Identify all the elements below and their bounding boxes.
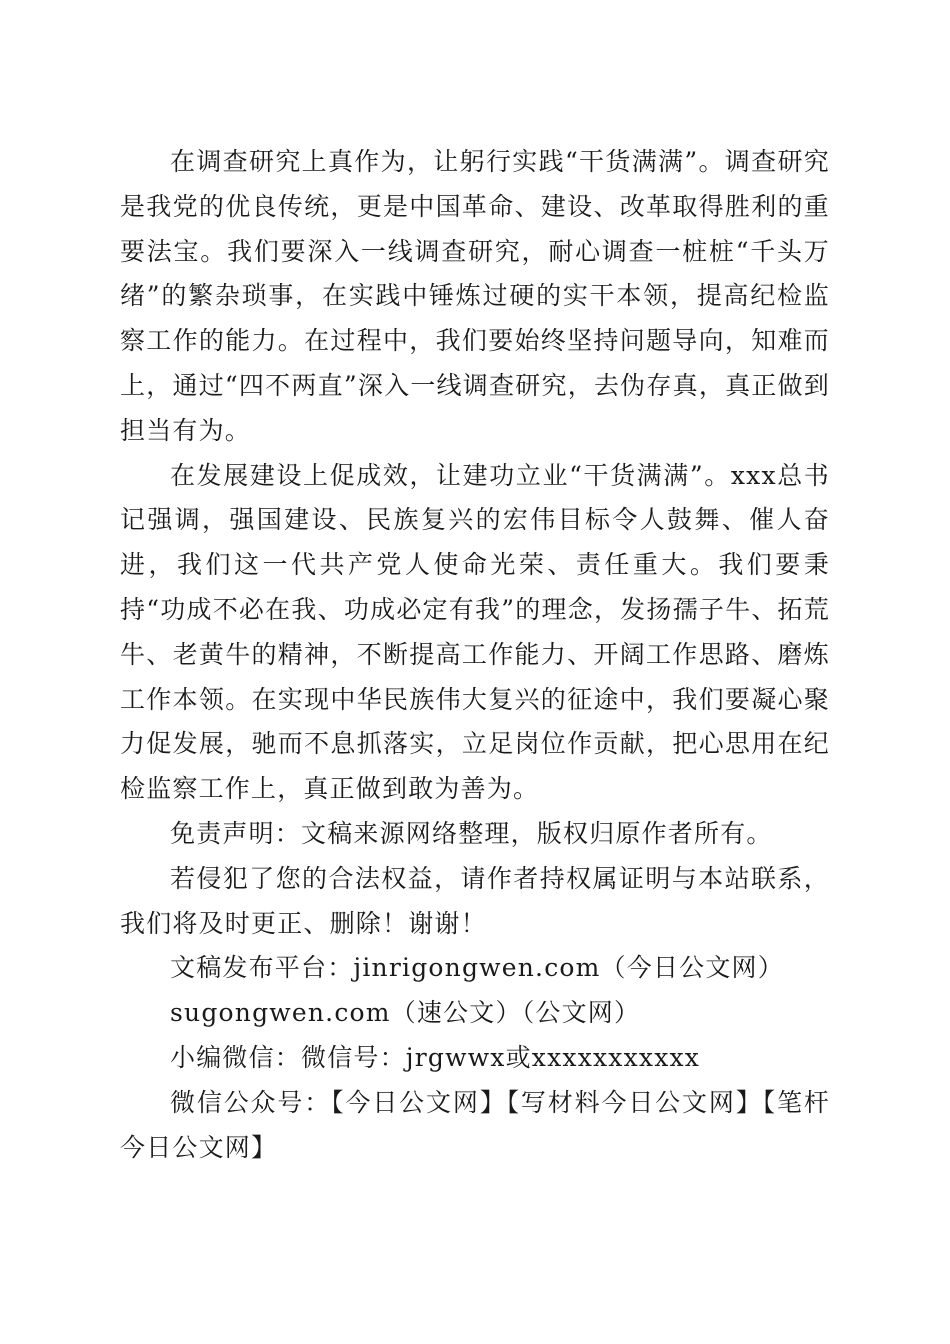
document-body (120, 140, 830, 1170)
paragraph-development: 在发展建设上促成效，让建功立业“干货满满”。xxx总书记强调，强国建设、民族复兴的宏伟目标令人鼓舞、催人奋进，我们这一代共产党人使命光荣、责任重大。我们要秉持“功成不必在我、功成必定有我”的理念，发扬孺子牛、拓荒牛、老黄牛的精神，不断提高工作能力、开阔工作思路、磨炼工作本领。在实现中华民族伟大复兴的征途中，我们要凝心聚力促发展，驰而不息抓落实，立足岗位作贡献，把心思用在纪检监察工作上，真正做到敢为善为。 (120, 460, 830, 804)
paragraph-research: 在调查研究上真作为，让躬行实践“干货满满”。调查研究是我党的优良传统，更是中国革命、建设、改革取得胜利的重要法宝。我们要深入一线调查研究，耐心调查一桩桩“千头万绪”的繁杂琐事，在实践中锤炼过硬的实干本领，提高纪检监察工作的能力。在过程中，我们要始终坚持问题导向，知难而上，通过“四不两直”深入一线调查研究，去伪存真，真正做到担当有为。 (120, 147, 830, 445)
secondary-site: sugongwen.com（速公文）（公文网） (170, 998, 641, 1028)
editor-wechat: 小编微信：微信号：jrgwwx或xxxxxxxxxxx (170, 1042, 701, 1072)
infringement-notice: 若侵犯了您的合法权益，请作者持权属证明与本站联系，我们将及时更正、删除！谢谢！ (120, 863, 830, 938)
wechat-official-accounts: 微信公众号：【今日公文网】【写材料今日公文网】【笔杆今日公文网】 (120, 1087, 830, 1162)
disclaimer-text: 免责声明：文稿来源网络整理，版权归原作者所有。 (170, 818, 773, 848)
publishing-platform: 文稿发布平台：jinrigongwen.com（今日公文网） (170, 953, 784, 983)
